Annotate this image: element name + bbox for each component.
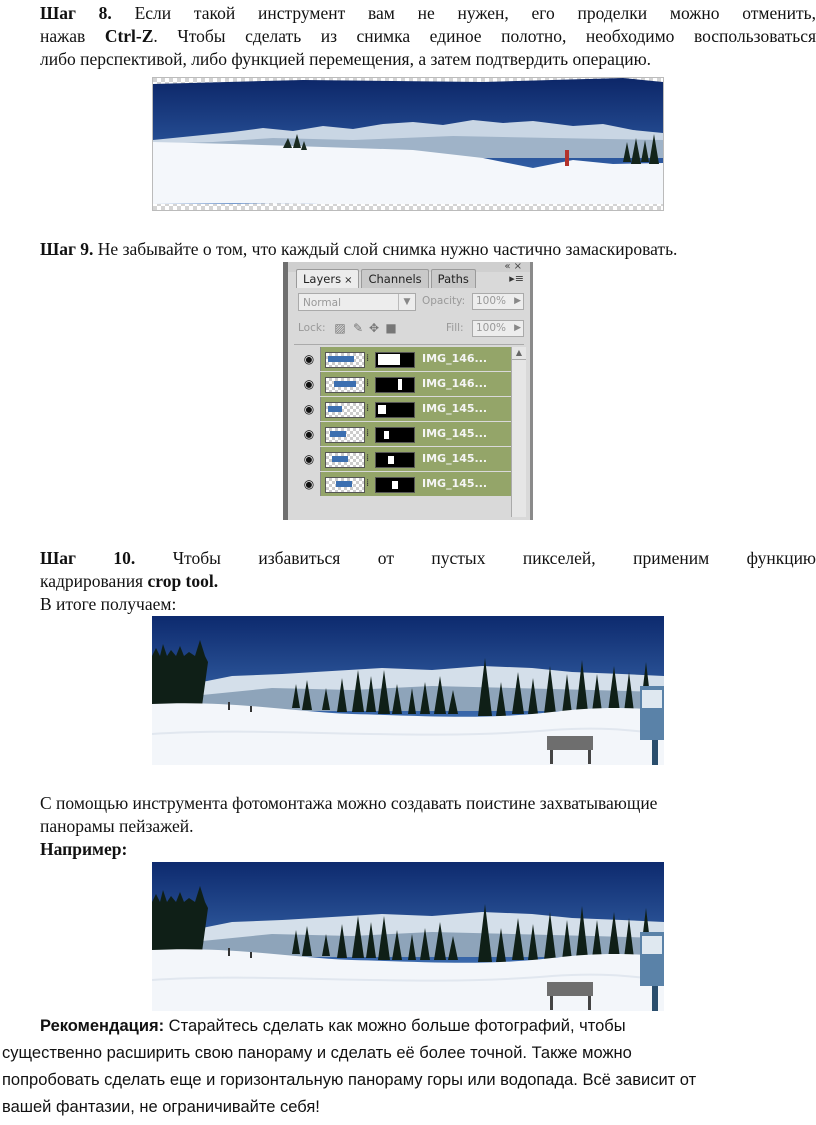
layer-name: IMG_146... bbox=[422, 352, 488, 365]
eye-icon[interactable]: ◉ bbox=[298, 397, 321, 421]
step10-label: Шаг 10. bbox=[40, 548, 136, 568]
layer-thumbnail bbox=[325, 402, 365, 418]
lock-row bbox=[298, 319, 526, 341]
layer-mask-thumbnail bbox=[375, 402, 415, 418]
eye-icon[interactable]: ◉ bbox=[298, 422, 321, 446]
recommendation-paragraph bbox=[2, 1013, 814, 1121]
link-icon: ⁞ bbox=[366, 378, 370, 389]
panel-divider bbox=[294, 344, 524, 345]
step8-line1: Шаг 8. Если такой инструмент вам не нужен, его проделки можно отменить, bbox=[40, 3, 816, 23]
chevron-right-icon: ▶ bbox=[514, 296, 521, 306]
cropped-panorama-image bbox=[152, 616, 664, 765]
layer-thumbnail bbox=[325, 477, 365, 493]
layer-mask-thumbnail bbox=[375, 452, 415, 468]
lock-all-icon[interactable]: ■ bbox=[385, 321, 397, 335]
layer-thumbnail bbox=[325, 452, 365, 468]
close-icon[interactable]: × bbox=[344, 275, 353, 286]
eye-icon[interactable]: ◉ bbox=[298, 472, 321, 496]
tab-paths[interactable]: Paths bbox=[431, 269, 476, 288]
ctrl-z-shortcut: Ctrl-Z bbox=[104, 26, 154, 46]
step8-line3: либо перспективой, либо функцией перемещения, а затем подтвердить операцию. bbox=[40, 49, 652, 69]
fill-field[interactable]: 100% ▶ bbox=[472, 320, 524, 337]
step9-paragraph bbox=[40, 238, 816, 261]
recommendation-line3: попробовать сделать еще и горизонтальную панораму горы или водопада. Всё зависит от bbox=[2, 1071, 697, 1089]
lock-brush-icon[interactable]: ✎ bbox=[352, 321, 364, 335]
panel-menu-icon[interactable]: ▸≡ bbox=[509, 272, 524, 285]
layer-row[interactable] bbox=[298, 447, 516, 471]
step9-label: Шаг 9. bbox=[40, 239, 94, 259]
example-panorama-image bbox=[152, 862, 664, 1011]
link-icon: ⁞ bbox=[366, 453, 370, 464]
eye-icon[interactable]: ◉ bbox=[298, 347, 321, 371]
layers-panel bbox=[283, 262, 533, 520]
layer-row[interactable] bbox=[298, 422, 516, 446]
layers-scrollbar[interactable] bbox=[511, 347, 526, 517]
recommendation-line4: вашей фантазии, не ограничивайте себя! bbox=[2, 1098, 320, 1116]
scroll-up-icon[interactable]: ▲ bbox=[512, 347, 526, 360]
step8-label: Шаг 8. bbox=[40, 3, 112, 23]
panel-window-controls[interactable]: « × bbox=[504, 261, 522, 272]
lock-label: Lock: bbox=[298, 322, 326, 334]
uncropped-panorama-image bbox=[152, 77, 664, 211]
crop-tool-name: crop tool. bbox=[147, 571, 219, 591]
chevron-right-icon: ▶ bbox=[514, 323, 521, 333]
layer-mask-thumbnail bbox=[375, 377, 415, 393]
layer-thumbnail bbox=[325, 352, 365, 368]
step10-line1: Шаг 10. Чтобы избавиться от пустых пикселей, применим функцию bbox=[40, 548, 816, 568]
layer-row[interactable] bbox=[298, 397, 516, 421]
tab-channels[interactable]: Channels bbox=[361, 269, 428, 288]
step8-paragraph bbox=[40, 2, 816, 71]
panel-tabs bbox=[296, 269, 478, 289]
layer-name: IMG_145... bbox=[422, 402, 488, 415]
recommendation-line2: существенно расширить свою панораму и сделать её более точной. Также можно bbox=[2, 1044, 632, 1062]
link-icon: ⁞ bbox=[366, 428, 370, 439]
chevron-down-icon: ▼ bbox=[398, 294, 415, 310]
step8-line2: нажав Ctrl-Z. Чтобы сделать из снимка единое полотно, необходимо воспользоваться bbox=[40, 26, 816, 46]
blend-mode-select[interactable]: Normal ▼ bbox=[298, 293, 416, 311]
recommendation-line1: Рекомендация: Старайтесь сделать как можно больше фотографий, чтобы bbox=[40, 1017, 626, 1035]
eye-icon[interactable]: ◉ bbox=[298, 447, 321, 471]
layer-row[interactable] bbox=[298, 472, 516, 496]
lock-transparency-icon[interactable]: ▨ bbox=[334, 321, 346, 335]
tab-layers[interactable]: Layers × bbox=[296, 269, 359, 288]
layer-mask-thumbnail bbox=[375, 352, 415, 368]
montage-paragraph bbox=[40, 792, 816, 861]
layer-mask-thumbnail bbox=[375, 477, 415, 493]
link-icon: ⁞ bbox=[366, 353, 370, 364]
layer-name: IMG_146... bbox=[422, 377, 488, 390]
layer-name: IMG_145... bbox=[422, 477, 488, 490]
layer-thumbnail bbox=[325, 377, 365, 393]
step10-paragraph bbox=[40, 547, 816, 616]
layer-row[interactable] bbox=[298, 372, 516, 396]
layer-name: IMG_145... bbox=[422, 427, 488, 440]
layer-row[interactable] bbox=[298, 347, 516, 371]
link-icon: ⁞ bbox=[366, 403, 370, 414]
layer-name: IMG_145... bbox=[422, 452, 488, 465]
montage-line1: С помощью инструмента фотомонтажа можно создавать поистине захватывающие bbox=[40, 793, 658, 813]
blend-row bbox=[298, 292, 526, 314]
result-line: В итоге получаем: bbox=[40, 594, 177, 614]
step9-line: Шаг 9. Не забывайте о том, что каждый слой снимка нужно частично замаскировать. bbox=[40, 239, 678, 259]
opacity-field[interactable]: 100% ▶ bbox=[472, 293, 524, 310]
opacity-label: Opacity: bbox=[422, 295, 466, 307]
montage-line2: панорамы пейзажей. bbox=[40, 816, 194, 836]
recommendation-label: Рекомендация: bbox=[40, 1017, 165, 1035]
fill-label: Fill: bbox=[446, 322, 464, 334]
layers-list bbox=[298, 347, 516, 497]
step10-line2: кадрирования crop tool. bbox=[40, 571, 219, 591]
layer-mask-thumbnail bbox=[375, 427, 415, 443]
layer-thumbnail bbox=[325, 427, 365, 443]
eye-icon[interactable]: ◉ bbox=[298, 372, 321, 396]
link-icon: ⁞ bbox=[366, 478, 370, 489]
lock-move-icon[interactable]: ✥ bbox=[368, 321, 380, 335]
example-label: Например: bbox=[40, 839, 128, 859]
